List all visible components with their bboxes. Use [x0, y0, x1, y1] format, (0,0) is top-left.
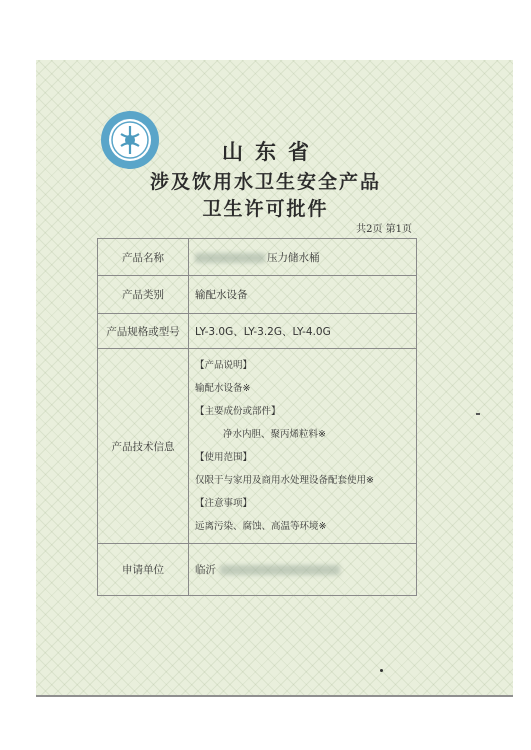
tech-info-line: 【产品说明】 [195, 360, 253, 371]
product-name-value: 压力储水桶 [267, 251, 320, 264]
tech-info-line: 【使用范围】 [195, 452, 253, 463]
product-name-cell [189, 239, 417, 276]
category-label: 产品类别 [98, 276, 189, 314]
tech-info-line: 【主要成份或部件】 [195, 406, 281, 417]
applicant-label: 申请单位 [98, 544, 189, 596]
tech-info-line: 远离污染、腐蚀、高温等环境※ [195, 521, 327, 532]
tech-info-label: 产品技术信息 [98, 349, 189, 544]
tech-info-line: 输配水设备※ [195, 383, 251, 394]
tech-info-line: 仅限于与家用及商用水处理设备配套使用※ [195, 475, 374, 486]
redacted-block [195, 253, 265, 263]
applicant-cell [189, 544, 417, 596]
product-name-label: 产品名称 [98, 239, 189, 276]
spec-label: 产品规格或型号 [98, 314, 189, 349]
title-sub: 卫生许可批件 [202, 198, 329, 220]
title-province: 山东省 [222, 139, 321, 164]
spec-value: LY-3.0G、LY-3.2G、LY-4.0G [189, 314, 417, 349]
scan-mark [380, 669, 383, 672]
tech-info-line: 净水内胆、聚丙烯粒料※ [223, 429, 326, 440]
scan-mark [476, 413, 480, 415]
table-row [98, 544, 417, 596]
category-value: 输配水设备 [189, 276, 417, 314]
tech-info-line: 【注意事项】 [195, 498, 253, 509]
applicant-value: 临沂 [195, 564, 216, 576]
certificate-table [97, 238, 417, 596]
table-row [98, 239, 417, 276]
table-row [98, 314, 417, 349]
page-indicator: 共2页 第1页 [356, 224, 412, 235]
table-row [98, 349, 417, 544]
table-row [98, 276, 417, 314]
redacted-block [220, 565, 340, 575]
title-main: 涉及饮用水卫生安全产品 [149, 171, 381, 193]
tech-info-cell [189, 349, 417, 544]
